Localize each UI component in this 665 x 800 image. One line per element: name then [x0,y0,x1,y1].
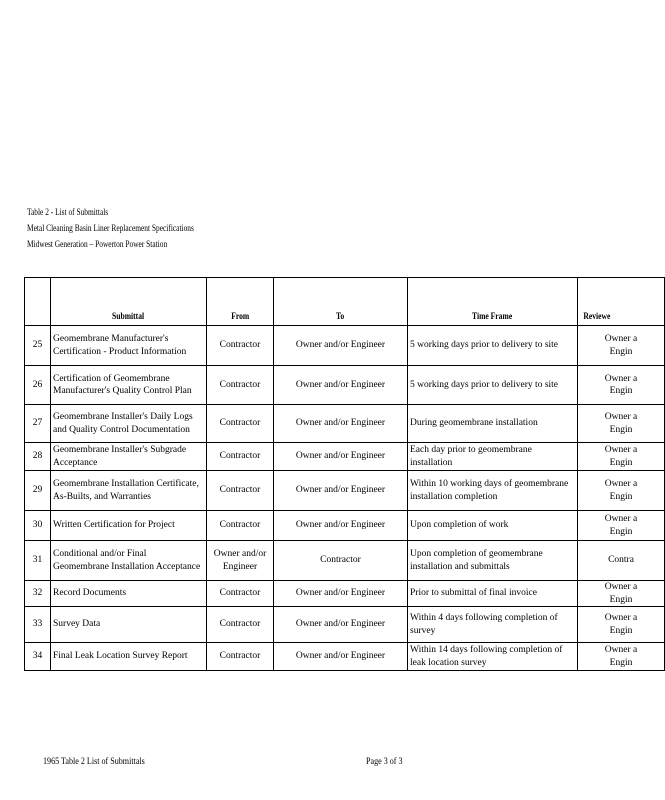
submittal-cell: Record Documents [51,581,207,607]
reviewer-cell: Owner a Engin [578,607,665,643]
reviewer-cell: Owner a Engin [578,511,665,541]
reviewer-cell: Owner a Engin [578,366,665,405]
from-cell: Contractor [207,405,274,443]
to-cell: Owner and/or Engineer [274,471,408,511]
row-number: 29 [25,471,51,511]
reviewer-cell: Owner a Engin [578,443,665,471]
submittal-cell: Geomembrane Installer's Daily Logs and Quality Control Documentation [51,405,207,443]
row-number: 32 [25,581,51,607]
to-cell: Owner and/or Engineer [274,511,408,541]
from-cell: Contractor [207,443,274,471]
reviewer-cell: Owner a Engin [578,581,665,607]
from-cell: Contractor [207,511,274,541]
from-cell: Contractor [207,581,274,607]
to-cell: Owner and/or Engineer [274,405,408,443]
to-cell: Owner and/or Engineer [274,581,408,607]
submittal-cell: Geomembrane Installation Certificate, As-Builts, and Warranties [51,471,207,511]
row-number: 33 [25,607,51,643]
heading-line-1: Table 2 - List of Submittals [27,208,109,218]
header-time-frame: Time Frame [408,278,578,326]
row-number: 31 [25,541,51,581]
row-number: 27 [25,405,51,443]
reviewer-cell: Owner a Engin [578,405,665,443]
heading-line-2: Metal Cleaning Basin Liner Replacement Specifications [27,224,194,234]
table-row [25,471,665,511]
timeframe-cell: 5 working days prior to delivery to site [408,326,578,366]
to-cell: Owner and/or Engineer [274,643,408,671]
timeframe-cell: Within 4 days following completion of survey [408,607,578,643]
reviewer-cell: Owner a Engin [578,643,665,671]
to-cell: Owner and/or Engineer [274,443,408,471]
reviewer-cell: Contra [578,541,665,581]
timeframe-cell: Within 14 days following completion of leak location survey [408,643,578,671]
from-cell: Contractor [207,607,274,643]
to-cell: Owner and/or Engineer [274,326,408,366]
header-to: To [274,278,408,326]
to-cell: Contractor [274,541,408,581]
from-cell: Contractor [207,366,274,405]
row-number: 25 [25,326,51,366]
submittals-table [24,277,665,671]
header-number [25,278,51,326]
timeframe-cell: During geomembrane installation [408,405,578,443]
table-row [25,443,665,471]
table-row [25,607,665,643]
submittal-cell: Final Leak Location Survey Report [51,643,207,671]
row-number: 28 [25,443,51,471]
submittal-cell: Conditional and/or Final Geomembrane Installation Acceptance [51,541,207,581]
table-row [25,326,665,366]
timeframe-cell: Within 10 working days of geomembrane installation completion [408,471,578,511]
from-cell: Contractor [207,471,274,511]
timeframe-cell: 5 working days prior to delivery to site [408,366,578,405]
timeframe-cell: Prior to submittal of final invoice [408,581,578,607]
timeframe-cell: Each day prior to geomembrane installation [408,443,578,471]
table-row [25,405,665,443]
table-header-row [25,278,665,326]
timeframe-cell: Upon completion of work [408,511,578,541]
from-cell: Contractor [207,643,274,671]
table-row [25,643,665,671]
table-heading [27,205,194,253]
timeframe-cell: Upon completion of geomembrane installation and submittals [408,541,578,581]
footer-filename: 1965 Table 2 List of Submittals [43,757,145,767]
footer-page-number: Page 3 of 3 [366,757,403,767]
row-number: 30 [25,511,51,541]
table-row [25,541,665,581]
row-number: 34 [25,643,51,671]
submittal-cell: Survey Data [51,607,207,643]
row-number: 26 [25,366,51,405]
submittal-cell: Written Certification for Project [51,511,207,541]
table-row [25,511,665,541]
header-submittal: Submittal [51,278,207,326]
from-cell: Contractor [207,326,274,366]
to-cell: Owner and/or Engineer [274,366,408,405]
submittal-cell: Certification of Geomembrane Manufacturer's Quality Control Plan [51,366,207,405]
header-reviewer: Reviewe [578,278,665,326]
reviewer-cell: Owner a Engin [578,471,665,511]
submittals-table-container [24,277,638,670]
to-cell: Owner and/or Engineer [274,607,408,643]
submittal-cell: Geomembrane Manufacturer's Certification - Product Information [51,326,207,366]
reviewer-cell: Owner a Engin [578,326,665,366]
from-cell: Owner and/or Engineer [207,541,274,581]
table-row [25,366,665,405]
header-from: From [207,278,274,326]
table-row [25,581,665,607]
submittal-cell: Geomembrane Installer's Subgrade Acceptance [51,443,207,471]
heading-line-3: Midwest Generation – Powerton Power Station [27,240,168,250]
